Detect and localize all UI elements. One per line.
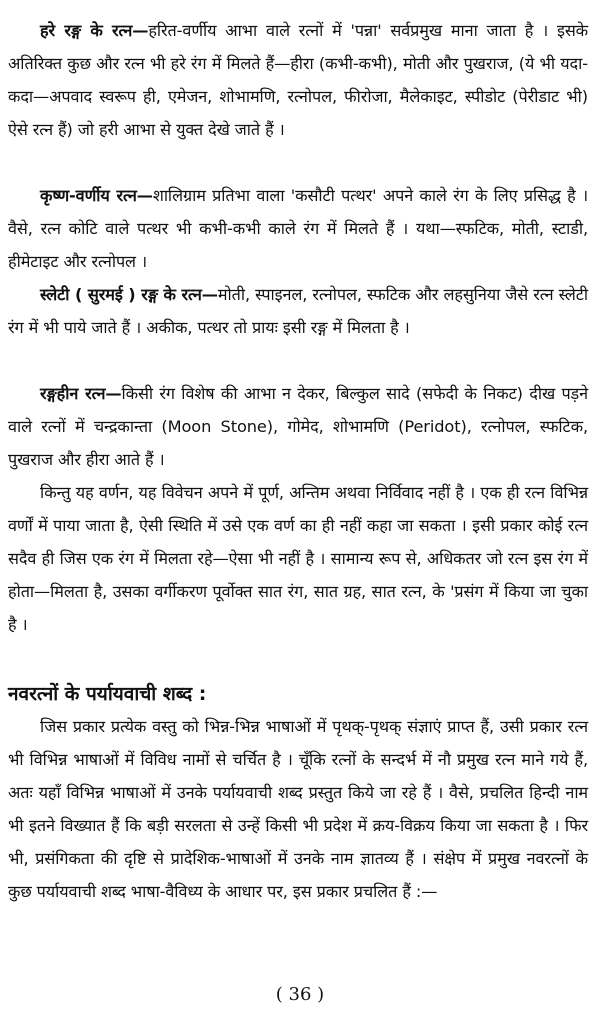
text-green-gems: हरित-वर्णीय आभा वाले रत्नों में 'पन्ना' सर्वप्रमुख माना जाता है । इसके अतिरिक्त कुछ और रत्न भी हरे रंग में मिलते हैं—हीरा (कभी-कभी), मोती और पुखराज, (ये भी यदा-कदा—अपवाद स्वरूप ही, एमेजन, शोभामणि, रत्नोपल, फीरोजा, मैलेकाइट, स्पीडोट (पेरीडाट भी) ऐसे रत्न हैं) जो हरी आभा से युक्त देखे जाते हैं । xyxy=(8,21,588,139)
text-synonyms-intro: जिस प्रकार प्रत्येक वस्तु को भिन्न-भिन्न भाषाओं में पृथक्-पृथक् संज्ञाएं प्राप्त हैं, उसी प्रकार रत्न भी विभिन्न भाषाओं में विविध नामों से चर्चित है । चूँकि रत्नों के सन्दर्भ में नौ प्रमुख रत्न माने गये हैं, अतः यहाँ विभिन्न भाषाओं में उनके पर्यायवाची शब्द प्रस्तुत किये जा रहे हैं । वैसे, प्रचलित हिन्दी नाम भी इतने विख्यात हैं कि बड़ी सरलता से उन्हें किसी भी प्रदेश में क्रय-विक्रय किया जा सकता है । फिर भी, प्रसंगिकता की दृष्टि से प्रादेशिक-भाषाओं में उनके नाम ज्ञातव्य हैं । संक्षेप में प्रमुख नवरत्नों के कुछ पर्यायवाची शब्द भाषा-वैविध्य के आधार पर, इस प्रकार प्रचलित हैं :— xyxy=(8,717,588,901)
lead-green-gems: हरे रङ्ग के रत्न— xyxy=(40,21,149,40)
section-heading: नवरत्नों के पर्यायवाची शब्द : xyxy=(8,683,207,705)
paragraph-synonyms-intro xyxy=(8,710,588,908)
paragraph-slate-gems xyxy=(8,278,588,344)
page-number: ( 36 ) xyxy=(275,984,325,1005)
paragraph-colorless-gems xyxy=(8,377,588,476)
lead-colorless-gems: रङ्गहीन रत्न— xyxy=(40,384,122,403)
lead-slate-gems: स्लेटी ( सुरमई ) रङ्ग के रत्न— xyxy=(40,285,218,304)
lead-black-gems: कृष्ण-वर्णीय रत्न— xyxy=(40,186,153,205)
text-classification-note: किन्तु यह वर्णन, यह विवेचन अपने में पूर्ण, अन्तिम अथवा निर्विवाद नहीं है । एक ही रत्न विभिन्न वर्णों में पाया जाता है, ऐसी स्थिति में उसे एक वर्ण का ही नहीं कहा जा सकता । इसी प्रकार कोई रत्न सदैव ही जिस एक रंग में मिलता रहे—ऐसा भी नहीं है । सामान्य रूप से, अधिकतर जो रत्न इस रंग में होता—मिलता है, उसका वर्गीकरण पूर्वोक्त सात रंग, सात ग्रह, सात रत्न, के 'प्रसंग में किया जा चुका है । xyxy=(8,483,588,634)
paragraph-black-gems xyxy=(8,179,588,278)
paragraph-green-gems xyxy=(8,14,588,146)
text-black-gems: शालिग्राम प्रतिभा वाला 'कसौटी पत्थर' अपने काले रंग के लिए प्रसिद्ध है । वैसे, रत्न कोटि वाले पत्थर भी कभी-कभी काले रंग में मिलते हैं । यथा—स्फटिक, मोती, स्टाडी, हीमेटाइट और रत्नोपल । xyxy=(8,186,588,271)
paragraph-classification-note xyxy=(8,476,588,641)
text-slate-gems: मोती, स्पाइनल, रत्नोपल, स्फटिक और लहसुनिया जैसे रत्न स्लेटी रंग में भी पाये जाते हैं । अकीक, पत्थर तो प्रायः इसी रङ्ग में मिलता है । xyxy=(8,285,588,337)
text-colorless-gems: किसी रंग विशेष की आभा न देकर, बिल्कुल सादे (सफेदी के निकट) दीख पड़ने वाले रत्नों में चन्द्रकान्ता (Moon Stone), गोमेद, शोभामणि (Peridot), रत्नोपल, स्फटिक, पुखराज और हीरा आते हैं । xyxy=(8,384,588,469)
